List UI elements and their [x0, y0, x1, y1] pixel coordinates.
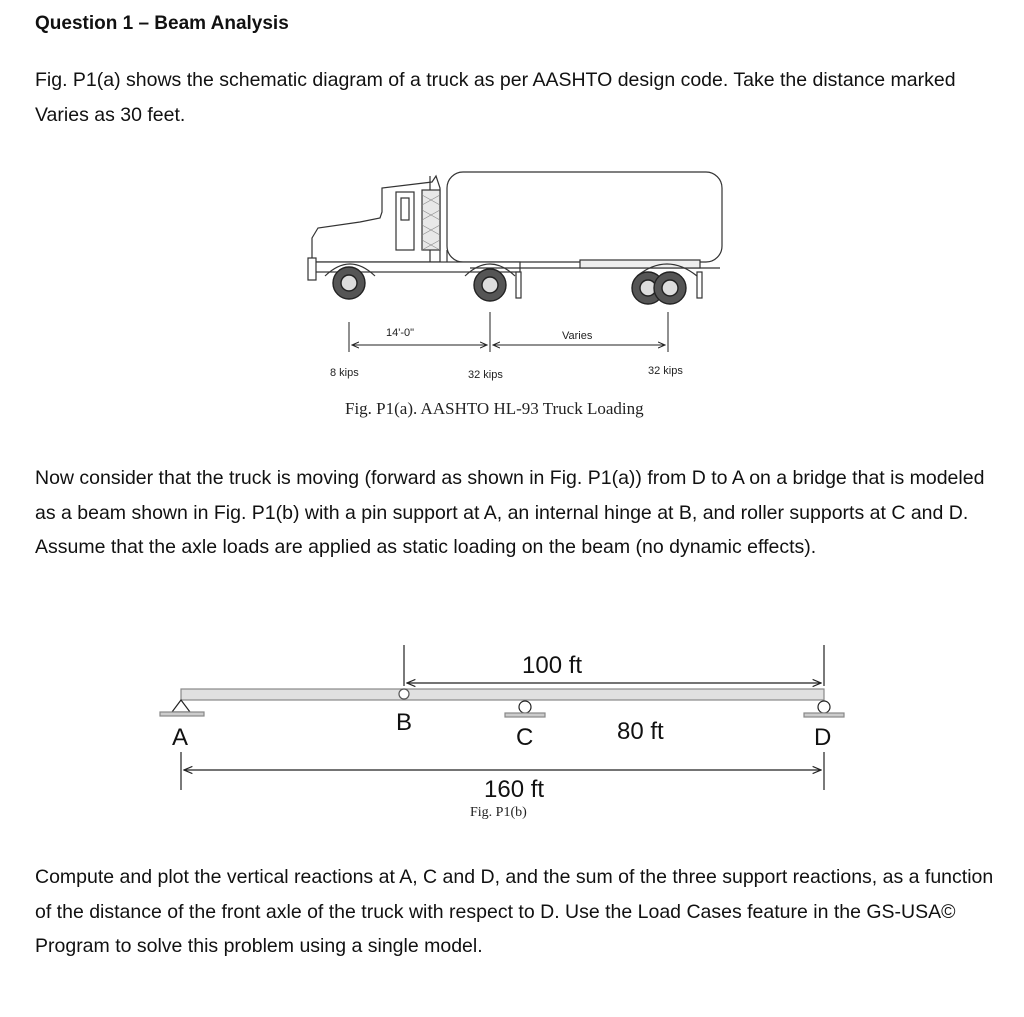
roller-d [818, 701, 830, 713]
intro-paragraph: Fig. P1(a) shows the schematic diagram of a truck as per AASHTO design code. Take the distance marked Varies as 30 feet. [35, 69, 956, 126]
question-title: Question 1 – Beam Analysis [35, 13, 289, 34]
dim-label-100ft: 100 ft [522, 652, 583, 679]
support-label-a: A [172, 724, 189, 751]
dim-rear-label: Varies [562, 330, 593, 342]
beam-figure-caption: Fig. P1(b) [470, 805, 527, 820]
hinge-label-b: B [396, 709, 413, 736]
beam [181, 689, 824, 700]
beam-diagram [160, 645, 844, 790]
support-label-d: D [814, 724, 832, 751]
load-front-label: 8 kips [330, 367, 359, 379]
hinge-b [399, 689, 409, 699]
truck-figure-caption: Fig. P1(a). AASHTO HL-93 Truck Loading [345, 399, 644, 418]
dim-front-label: 14'-0" [386, 327, 415, 339]
support-label-c: C [516, 724, 534, 751]
pin-support-a [172, 700, 190, 712]
dim-label-160ft: 160 ft [484, 776, 545, 803]
load-rear-label: 32 kips [648, 365, 683, 377]
roller-c [519, 701, 531, 713]
truck-cab [312, 176, 440, 262]
scenario-paragraph: Now consider that the truck is moving (forward as shown in Fig. P1(a)) from D to A on a bridge that is modeled as a beam shown in Fig. P1(b) with a pin support at A, an internal hinge at B, and roller supports at C and D. Assume that the axle loads are applied as static loading on the beam (no dynamic effects). [35, 467, 985, 558]
load-middle-label: 32 kips [468, 369, 503, 381]
trailer-tank [447, 172, 722, 262]
dim-label-80ft: 80 ft [617, 718, 664, 745]
task-paragraph: Compute and plot the vertical reactions at A, C and D, and the sum of the three support reactions, as a function of the distance of the front axle of the truck with respect to D. Use the Load Cases feature in the GS-USA© Program to solve this problem using a single model. [35, 866, 994, 957]
